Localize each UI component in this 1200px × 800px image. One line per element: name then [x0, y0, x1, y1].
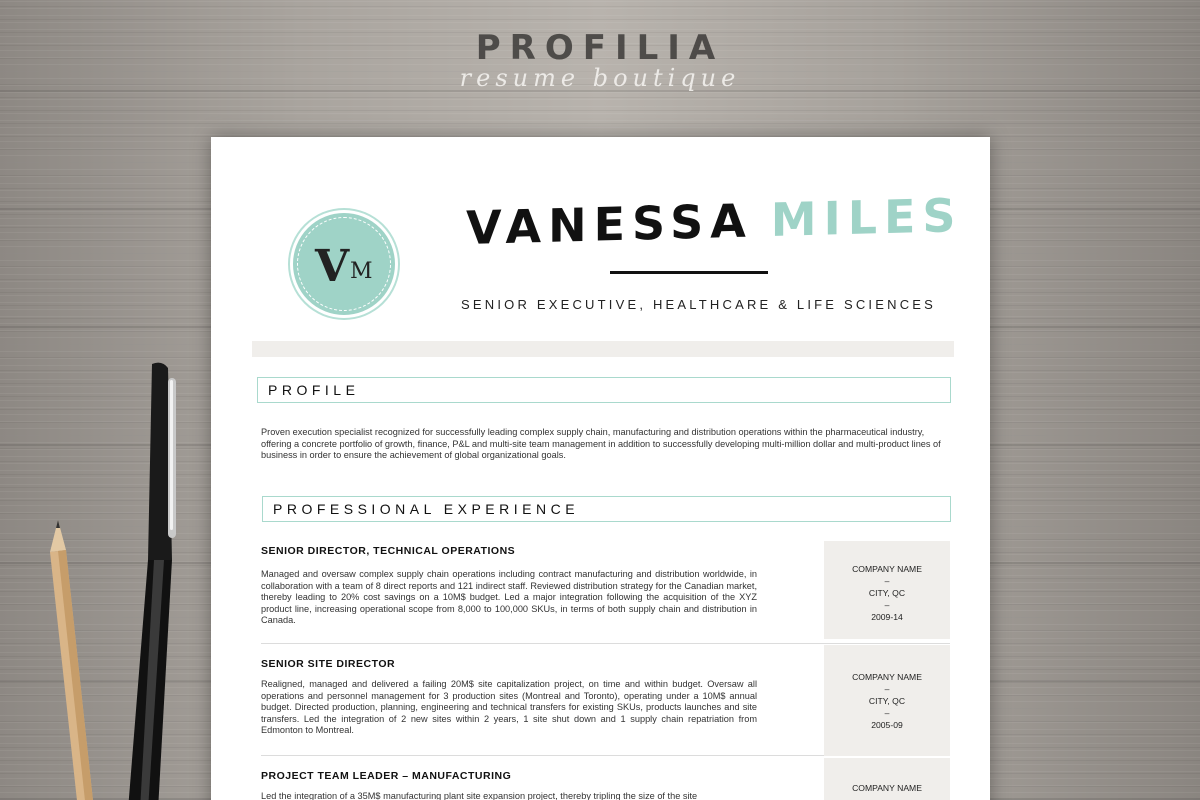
brand-name: PROFILIA	[475, 28, 725, 68]
separator: –	[884, 684, 890, 694]
profile-text: Proven execution specialist recognized for successfully leading complex supply chain, manufacturing and distribution operations within the pharmaceutical industry, offering a concrete portfolio of growth, finance, P&L and multi-site team management in addition to successfully developing multi-million dollar and multi-product lines of business in order to ensure the achievement of global organizational goals.	[261, 427, 941, 460]
job-company-panel	[824, 758, 950, 800]
company-location: CITY, QC	[868, 696, 906, 706]
candidate-title: SENIOR EXECUTIVE, HEALTHCARE & LIFE SCIENCES	[461, 297, 937, 312]
job-title: SENIOR DIRECTOR, TECHNICAL OPERATIONS	[261, 545, 516, 557]
company-name: COMPANY NAME	[852, 783, 922, 793]
job-entry	[261, 770, 950, 800]
monogram-badge	[290, 210, 398, 318]
first-name: VANESSA	[466, 193, 753, 256]
job-description: Realigned, managed and delivered a failing 20M$ site capitalization project, on time and within budget. Oversaw all operations and personnel management for 3 production sites (Montreal and Toronto), operating under a 10M$ annual budget. Directed production, planning, engineering and technical transfers for existing SKUs, products launches and site transfers. Led the integration of 2 new sites within 2 years, 1 site shut down and 1 supply chain repatriation from Edmonton to Montreal.	[261, 679, 757, 735]
header-divider-band	[252, 341, 954, 357]
pencil-icon	[44, 510, 104, 800]
resume-paper	[211, 137, 990, 800]
job-company-panel	[824, 541, 950, 639]
name-underline	[610, 271, 768, 274]
company-name: COMPANY NAME	[852, 672, 922, 682]
company-name: COMPANY NAME	[852, 564, 922, 574]
brand-tagline: resume boutique	[459, 64, 741, 92]
experience-section-header	[262, 496, 951, 522]
job-entry	[261, 545, 950, 644]
monogram-second-letter: M	[350, 259, 373, 284]
company-location: CITY, QC	[868, 588, 906, 598]
profile-heading: PROFILE	[268, 382, 360, 398]
separator: –	[884, 600, 890, 610]
separator: –	[884, 576, 890, 586]
experience-heading: PROFESSIONAL EXPERIENCE	[273, 501, 580, 517]
job-description: Led the integration of a 35M$ manufacturing plant site expansion project, thereby tripling the size of the site	[261, 791, 698, 800]
pen-icon	[118, 360, 198, 800]
profile-section-header	[257, 377, 951, 403]
job-company-panel	[824, 645, 950, 756]
job-title: SENIOR SITE DIRECTOR	[261, 658, 396, 670]
separator: –	[884, 708, 890, 718]
job-title: PROJECT TEAM LEADER – MANUFACTURING	[261, 770, 512, 782]
monogram-first-letter: V	[315, 241, 350, 292]
brand-logo	[0, 28, 1200, 92]
job-dates: 2005-09	[871, 720, 903, 730]
job-dates: 2009-14	[871, 612, 903, 622]
candidate-name	[466, 188, 963, 256]
job-entry	[261, 658, 950, 756]
job-description: Managed and oversaw complex supply chain operations including contract manufacturing and distribution worldwide, in collaboration with a team of 8 direct reports and 121 indirect staff. Reviewed distribution strategy for the Canadian market, thereby leading to 20% cost savings on a 10M$ budget. Led a major integration following the acquisition of the XYZ product line, increasing operational scope from 8,000 to 100,000 SKUs, in terms of both supply chain and distribution in Canada.	[261, 569, 757, 625]
last-name: MILES	[770, 188, 963, 248]
